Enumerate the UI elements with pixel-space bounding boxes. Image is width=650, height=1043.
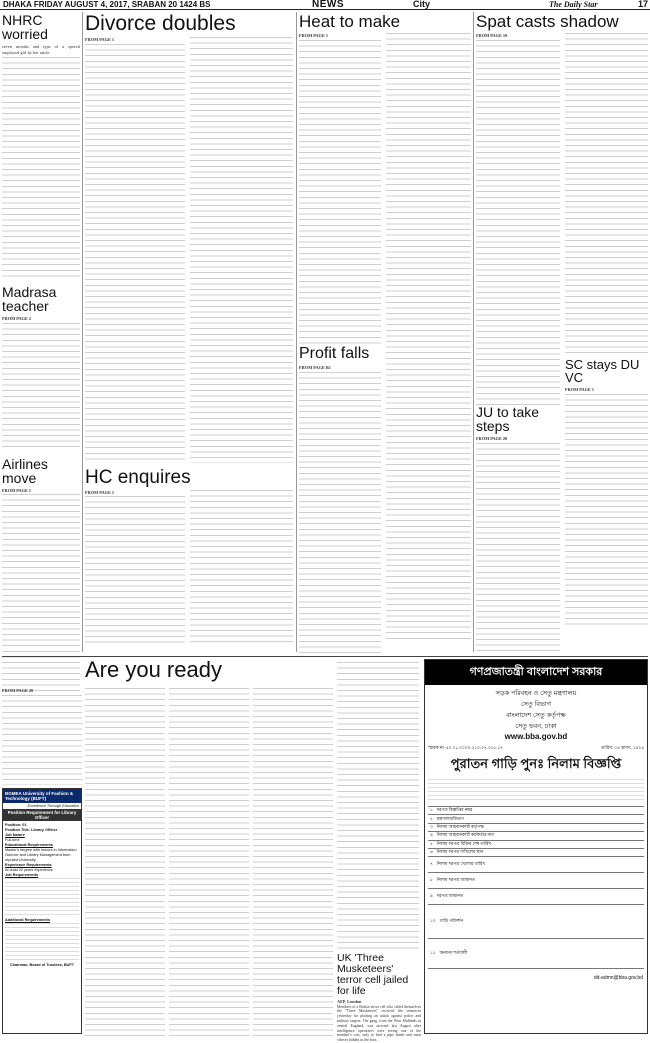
- table-row: [428, 832, 644, 840]
- ad-govt-table: [428, 806, 644, 969]
- row-label: নিলাম দরপত্র খোলার তারিখ: [436, 861, 486, 867]
- headline-sc: SC stays DU VC: [565, 357, 640, 385]
- ad-govt-ref: স্মারক নং-৫০.০১.০০০০.২১০.০৭.০১৮.১৭: [428, 745, 503, 750]
- row-label: মন্ত্রণালয়/বিভাগ: [436, 815, 464, 821]
- dateline-uk: AFP, London: [337, 999, 362, 1004]
- ad-buft-banner: Position Requirement for Library Officer: [3, 809, 81, 821]
- story-ju-body: [476, 443, 560, 668]
- story-profit-body: [299, 372, 381, 657]
- headline-spat: Spat casts shadow: [476, 12, 619, 31]
- ad-body-text: [5, 878, 79, 918]
- dateline-heat: FROM PAGE 1: [299, 33, 329, 38]
- row-number: ৭: [430, 861, 433, 867]
- ad-govt-date: তারিখ: ০৪ শ্রাবণ, ১৪২৪: [601, 745, 644, 750]
- dateline-profit: FROM PAGE B1: [299, 365, 331, 370]
- story-madrasa-body: [2, 323, 80, 451]
- row-label: অন্যান্য শর্তাবলী: [439, 950, 468, 956]
- ad-body-text: [5, 923, 79, 963]
- dateline-spat: FROM PAGE 10: [476, 33, 508, 38]
- ad-line: Job Requirements: [5, 873, 39, 877]
- story-hc-body-1: [85, 496, 185, 646]
- dateline-airlines: FROM PAGE 1: [2, 487, 32, 493]
- row-number: ৯: [430, 893, 433, 899]
- dateline-madrasa: FROM PAGE 2: [2, 316, 32, 322]
- table-row: [428, 905, 644, 939]
- story-heat-body-2: [386, 33, 471, 639]
- dateline-hc: FROM PAGE 1: [85, 489, 115, 495]
- table-row: [428, 815, 644, 823]
- row-number: ৮: [430, 877, 433, 883]
- story-divorce-body-2: [190, 37, 293, 463]
- story-uk-body: Members of a British terror cell who called themselves the "Three Musketeers" received life sentences yesterday for plotting an attack against police and military targets. The gang, from the West Midlands in central England, was arrested last August after intelligence operatives were seeing one of the member's cars, only to find a pipe bomb and meat cleaver hidden in the boot.: [337, 1004, 421, 1043]
- table-row: [428, 824, 644, 832]
- headline-heat: Heat to make: [299, 12, 401, 31]
- row-label: নিলাম আহবানকারী কর্তৃপক্ষ: [436, 823, 484, 829]
- row-number: ১১: [430, 950, 436, 956]
- table-row: [428, 841, 644, 849]
- row-label: গাড়ি পরিদর্শন: [439, 918, 464, 924]
- row-number: ৪: [430, 832, 433, 838]
- ad-line: At least 02 years experience: [5, 868, 53, 872]
- ad-buft-title: BGMEA University of Fashion & Technology (BUFT): [3, 789, 81, 803]
- story-ready-col3: [169, 688, 249, 1040]
- ready-dateline-wrap: [2, 688, 82, 695]
- ad-govt-title: গণপ্রজাতন্ত্রী বাংলাদেশ সরকার: [425, 660, 647, 685]
- story-nhrc-body: [2, 57, 80, 279]
- dateline-sc: FROM PAGE 1: [565, 387, 595, 392]
- row-label: দরপত্র জামানত: [436, 893, 464, 899]
- story-spat-body-2: [565, 33, 648, 353]
- story-sc-body: [565, 394, 648, 626]
- column-divider: [296, 12, 297, 652]
- ad-line: Master's degree with honors in Information Science and Library Management from reputed University.: [5, 848, 77, 862]
- table-row: [428, 857, 644, 873]
- headline-uk: UK 'Three Musketeers' terror cell jailed for life: [337, 952, 409, 997]
- section-label: NEWS: [312, 0, 344, 10]
- table-row: [428, 849, 644, 857]
- headline-madrasa: Madrasa teacher: [2, 284, 57, 315]
- ad-govt-sub4: সেতু ভবন, ঢাকা: [515, 723, 557, 730]
- dateline-ju: FROM PAGE 20: [476, 436, 508, 441]
- table-row: [428, 889, 644, 905]
- row-label: নিলাম আহবানকারী কর্মকর্তার নাম: [436, 832, 494, 838]
- ad-govt-sub1: সড়ক পরিবহন ও সেতু মন্ত্রণালয়: [495, 690, 577, 697]
- row-number: ১০: [430, 918, 436, 924]
- ad-govt-intro: [428, 779, 644, 803]
- page-number: 17: [637, 0, 648, 9]
- story-spat-body-1: [476, 40, 560, 410]
- story-ready-col4: [253, 688, 333, 1040]
- story-divorce-body-1: [85, 44, 185, 464]
- row-label: দরপত্র বিজ্ঞপ্তির নম্বর: [436, 807, 473, 813]
- column-center-left: [85, 13, 293, 653]
- ad-govt-email: dd-admn@bba.gov.bd: [593, 975, 643, 982]
- row-number: ৩: [430, 823, 433, 829]
- headline-divorce: Divorce doubles: [85, 12, 236, 35]
- row-label: নিলাম দরপত্র বিক্রির শেষ তারিখ: [436, 840, 492, 846]
- headline-airlines: Airlines move: [2, 455, 48, 486]
- ad-line: Additional Requirements: [5, 918, 50, 922]
- ad-line: Educational Requirements: [5, 843, 53, 847]
- row-label: নিলাম দরপত্র দাখিলের স্থান: [436, 849, 484, 855]
- column-divider: [82, 12, 83, 652]
- row-number: ৫: [430, 840, 433, 846]
- table-row: [428, 807, 644, 815]
- ad-line: Full-time: [5, 838, 20, 842]
- profit-box: [299, 346, 381, 656]
- row-number: ৬: [430, 849, 433, 855]
- column-left: [2, 13, 80, 653]
- ad-line: Position: 01: [5, 823, 27, 827]
- headline-hc: HC enquires: [85, 466, 191, 488]
- headline-nhrc: NHRC worried: [2, 12, 48, 42]
- masthead-logo: The Daily Star: [549, 0, 598, 9]
- row-number: ১: [430, 807, 433, 813]
- table-row: [428, 939, 644, 969]
- story-ready-col2: [85, 688, 165, 1040]
- story-ready-col1: [2, 695, 82, 785]
- ad-buft: [2, 788, 82, 1034]
- ad-govt-sub3: বাংলাদেশ সেতু কর্তৃপক্ষ: [506, 712, 566, 719]
- ad-govt-web: www.bba.gov.bd: [504, 732, 568, 741]
- headline-ju: JU to take steps: [476, 404, 540, 434]
- headline-ready: Are you ready: [85, 657, 222, 682]
- ad-line: Chairman, Board of Trustees, BUFT: [9, 963, 75, 967]
- column-divider: [473, 12, 474, 652]
- ad-line: Experience Requirements: [5, 863, 52, 867]
- table-row: [428, 873, 644, 889]
- dateline-divorce: FROM PAGE 1: [85, 37, 115, 42]
- ad-govt-headline: পুরাতন গাড়ি পুনঃ নিলাম বিজ্ঞপ্তি: [450, 756, 622, 771]
- subsection-label: City: [413, 0, 431, 9]
- story-uk: [337, 952, 421, 1043]
- dateline-header: DHAKA FRIDAY AUGUST 4, 2017, SRABAN 20 1424 BS: [3, 0, 211, 9]
- story-nhrc-lead: seven months and type of a speech employed girl by her uncle.: [2, 44, 80, 55]
- ad-govt-auction: [424, 659, 648, 1034]
- page-header: [0, 0, 650, 10]
- dateline-ready: FROM PAGE 20: [2, 688, 34, 693]
- story-ready-col5: [337, 662, 419, 952]
- ju-box: [476, 405, 560, 655]
- ad-line: Job Nature: [5, 833, 25, 837]
- row-label: নিলাম দরপত্র জামানত: [436, 877, 476, 883]
- ad-line: Position Title: Library Officer: [5, 828, 58, 832]
- ad-govt-sub2: সেতু বিভাগ: [520, 701, 552, 708]
- headline-profit: Profit falls: [299, 345, 370, 362]
- ad-buft-tagline: Excellence Through Education: [27, 804, 79, 808]
- story-hc-body-2: [190, 490, 293, 646]
- row-number: ২: [430, 815, 433, 821]
